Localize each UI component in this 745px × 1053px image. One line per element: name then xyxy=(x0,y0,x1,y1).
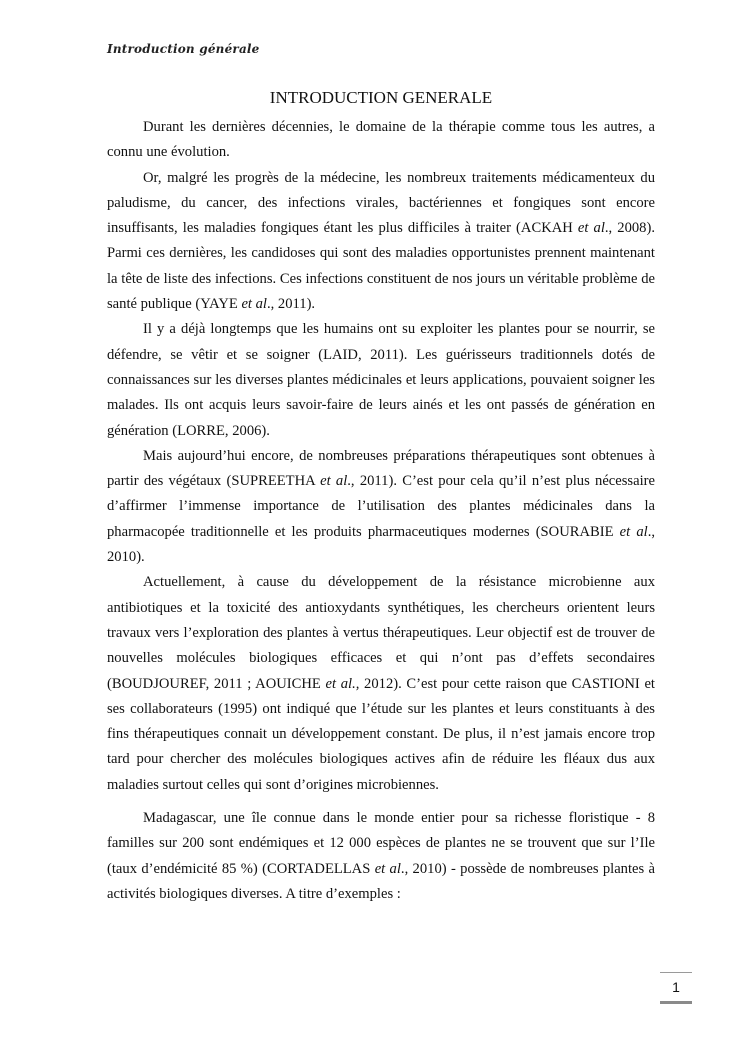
text-run: Actuellement, à cause du développement de la résistance microbienne aux antibiotiques et la toxicité des antioxydants synthétiques, les chercheurs orientent leurs travaux vers l’exploration des plantes à vertus thérapeutiques. Leur objectif est de trouver de nouvelles molécules biologiques efficaces et qui n’ont pas d’effets secondaires (BOUDJOUREF, 2011 ; AOUICHE xyxy=(107,574,655,692)
paragraph xyxy=(107,115,655,166)
text-run: 2012). C’est pour cette raison que CASTIONI et ses collaborateurs (1995) ont indiqué que l’étude sur les plantes et leurs constituants à des fins thérapeutiques connait un développement constant. De plus, il n’est jamais encore trop tard pour chercher des molécules biologiques actives afin de réduire les fléaux dus aux maladies surtout celles qui sont d’origines microbiennes. xyxy=(107,675,655,793)
page-number xyxy=(660,972,692,1004)
text-run: Il y a déjà longtemps que les humains ont su exploiter les plantes pour se nourrir, se défendre, se vêtir et se soigner (LAID, 2011). Les guérisseurs traditionnels dotés de connaissances sur les diverses plantes médicinales et leurs applications, pouvaient soigner les malades. Ils ont acquis leurs savoir-faire de leurs ainés et les ont passés de génération en génération (LORRE, 2006). xyxy=(107,321,655,439)
paragraph xyxy=(107,570,655,798)
text-run: Madagascar, une île connue dans le monde entier pour sa richesse floristique - 8 familles sur 200 sont endémiques et 12 000 espèces de plantes ne se trouvent que sur l’Ile (taux d’endémicité 85 %) (CORTADELLAS xyxy=(107,810,655,877)
paragraph xyxy=(107,444,655,570)
citation-etal: et al., xyxy=(325,675,360,692)
text-run: Or, malgré les progrès de la médecine, les nombreux traitements médicamenteux du paludisme, du cancer, des infections virales, bactériennes et fongiques sont encore insuffisants, les maladies fongiques étant les plus difficiles à traiter (ACKAH xyxy=(107,169,655,237)
text-run: ., 2011). C’est pour cela qu’il n’est plus nécessaire d’affirmer l’immense importance de l’utilisation des plantes médicinales dans la pharmacopée traditionnelle et les produits pharmaceutiques modernes (SOURABIE xyxy=(107,473,655,540)
text-run: ., 2008). Parmi ces dernières, les candidoses qui sont des maladies opportunistes prennent maintenant la tête de liste des infections. Ces infections constituent de nos jours un véritable problème de santé publique (YAYE xyxy=(107,220,655,313)
page-title: INTRODUCTION GENERALE xyxy=(269,88,493,107)
citation-etal: et al xyxy=(320,473,348,490)
text-run: Mais aujourd’hui encore, de nombreuses préparations thérapeutiques sont obtenues à partir des végétaux (SUPREETHA xyxy=(107,447,655,490)
citation-etal: et al xyxy=(619,523,648,540)
text-run: ., 2011). xyxy=(266,296,316,313)
text-run: ., 2010) - possède de nombreuses plantes à activités biologiques diverses. A titre d’exemples : xyxy=(107,860,655,902)
paragraph xyxy=(107,317,655,443)
text-run: ., 2010). xyxy=(107,523,655,566)
citation-etal: et al xyxy=(374,860,401,877)
paragraph xyxy=(107,166,655,318)
citation-etal: et al xyxy=(577,220,605,237)
paragraph xyxy=(107,806,655,907)
document-body xyxy=(107,115,655,907)
page-number-label: 1 xyxy=(672,979,680,995)
citation-etal: et al xyxy=(241,296,267,313)
text-run: Durant les dernières décennies, le domaine de la thérapie comme tous les autres, a connu une évolution. xyxy=(107,119,655,161)
running-header: Introduction générale xyxy=(107,42,260,56)
